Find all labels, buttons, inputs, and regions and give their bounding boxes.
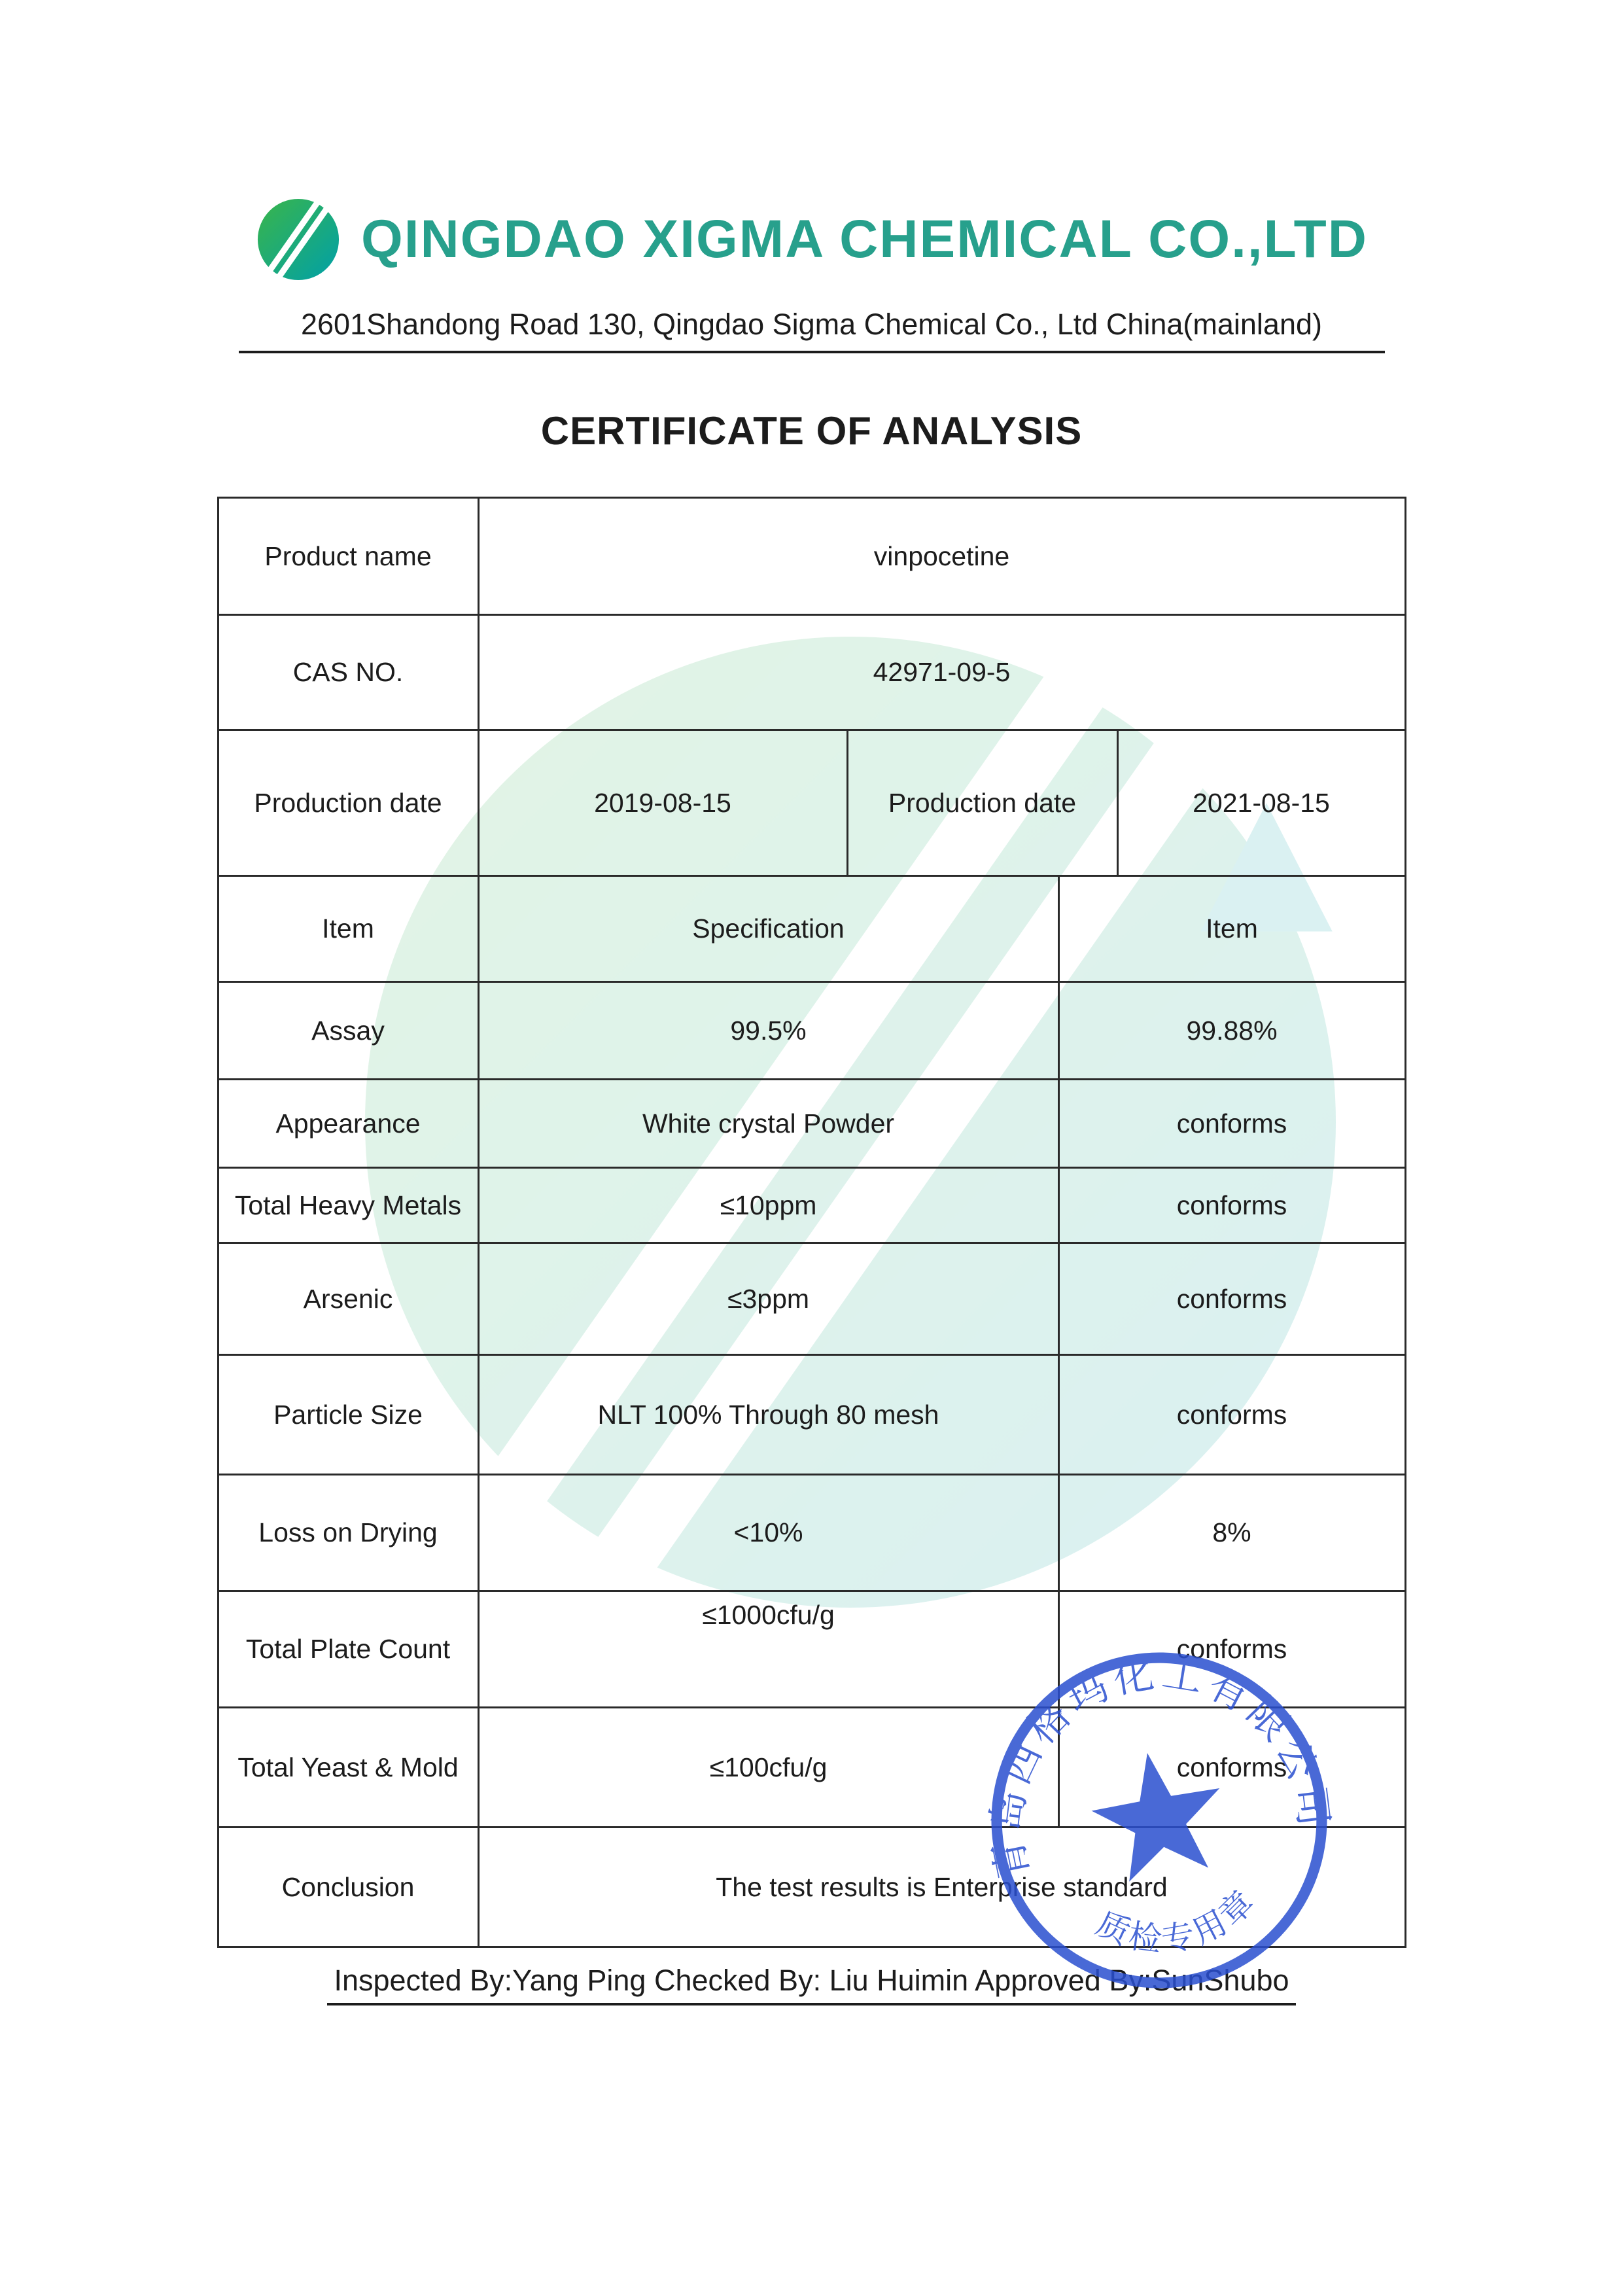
- signatures-text: Inspected By:Yang Ping Checked By: Liu Huimin Approved By:SunShubo: [327, 1964, 1295, 2005]
- expiry-date-label: Production date: [846, 731, 1117, 875]
- result-cell: conforms: [1058, 1708, 1405, 1826]
- header-rule: [239, 351, 1385, 353]
- result-cell: conforms: [1058, 1169, 1405, 1242]
- item-cell: Total Yeast & Mold: [237, 1752, 459, 1782]
- page-title: CERTIFICATE OF ANALYSIS: [540, 409, 1083, 453]
- item-cell: Arsenic: [303, 1283, 393, 1314]
- stamp-star-icon: [1083, 1742, 1232, 1886]
- header-item: Item: [322, 913, 374, 944]
- conclusion-value: The test results is Enterprise standard: [478, 1828, 1405, 1946]
- item-cell: Particle Size: [273, 1399, 423, 1430]
- cas-value: 42971-09-5: [478, 616, 1405, 729]
- item-cell: Total Plate Count: [245, 1634, 451, 1664]
- result-cell: 8%: [1058, 1475, 1405, 1590]
- company-logo-icon: [255, 196, 341, 283]
- row-assay: [219, 981, 1405, 1078]
- expiry-date-value: 2021-08-15: [1117, 731, 1405, 875]
- production-date-value: 2019-08-15: [478, 731, 846, 875]
- item-cell: Assay: [311, 1015, 385, 1046]
- product-name-value: vinpocetine: [478, 499, 1405, 614]
- row-total-heavy-metals: [219, 1167, 1405, 1242]
- conclusion-label: Conclusion: [281, 1871, 415, 1902]
- row-cas-no: [219, 614, 1405, 729]
- result-cell: conforms: [1058, 1356, 1405, 1474]
- company-address: 2601Shandong Road 130, Qingdao Sigma Chemical Co., Ltd China(mainland): [301, 308, 1322, 341]
- row-production-date: [219, 729, 1405, 875]
- result-cell: 99.88%: [1058, 983, 1405, 1078]
- spec-cell: ≤10ppm: [478, 1169, 1058, 1242]
- row-arsenic: [219, 1242, 1405, 1354]
- spec-cell: ≤1000cfu/g: [478, 1592, 1058, 1706]
- row-product-name: [219, 499, 1405, 614]
- spec-cell: ≤3ppm: [478, 1244, 1058, 1354]
- brand-row: [0, 196, 1623, 283]
- spec-cell: White crystal Powder: [478, 1080, 1058, 1167]
- product-name-label: Product name: [264, 540, 432, 571]
- row-column-headers: [219, 875, 1405, 981]
- production-date-label: Production date: [254, 787, 442, 818]
- item-cell: Appearance: [275, 1108, 421, 1139]
- row-loss-on-drying: [219, 1474, 1405, 1590]
- header-result: Item: [1058, 877, 1405, 981]
- item-cell: Loss on Drying: [258, 1517, 438, 1547]
- company-stamp: [954, 1616, 1364, 2025]
- spec-cell: NLT 100% Through 80 mesh: [478, 1356, 1058, 1474]
- row-particle-size: [219, 1354, 1405, 1474]
- stamp-arc-text: 青岛西格玛化工有限公司: [983, 1650, 1338, 1884]
- document-header: [0, 0, 1623, 353]
- spec-cell: <10%: [478, 1475, 1058, 1590]
- cas-label: CAS NO.: [292, 657, 404, 687]
- result-cell: conforms: [1058, 1080, 1405, 1167]
- spec-cell: ≤100cfu/g: [478, 1708, 1058, 1826]
- signature-line: [0, 1964, 1623, 2005]
- header-specification: Specification: [478, 877, 1058, 981]
- item-cell: Total Heavy Metals: [234, 1190, 462, 1220]
- spec-cell: 99.5%: [478, 983, 1058, 1078]
- result-cell: conforms: [1058, 1244, 1405, 1354]
- row-appearance: [219, 1078, 1405, 1167]
- company-name: QINGDAO XIGMA CHEMICAL CO.,LTD: [360, 209, 1368, 269]
- stamp-bottom-text: 质检专用章: [1091, 1881, 1265, 1960]
- result-cell: conforms: [1058, 1592, 1405, 1706]
